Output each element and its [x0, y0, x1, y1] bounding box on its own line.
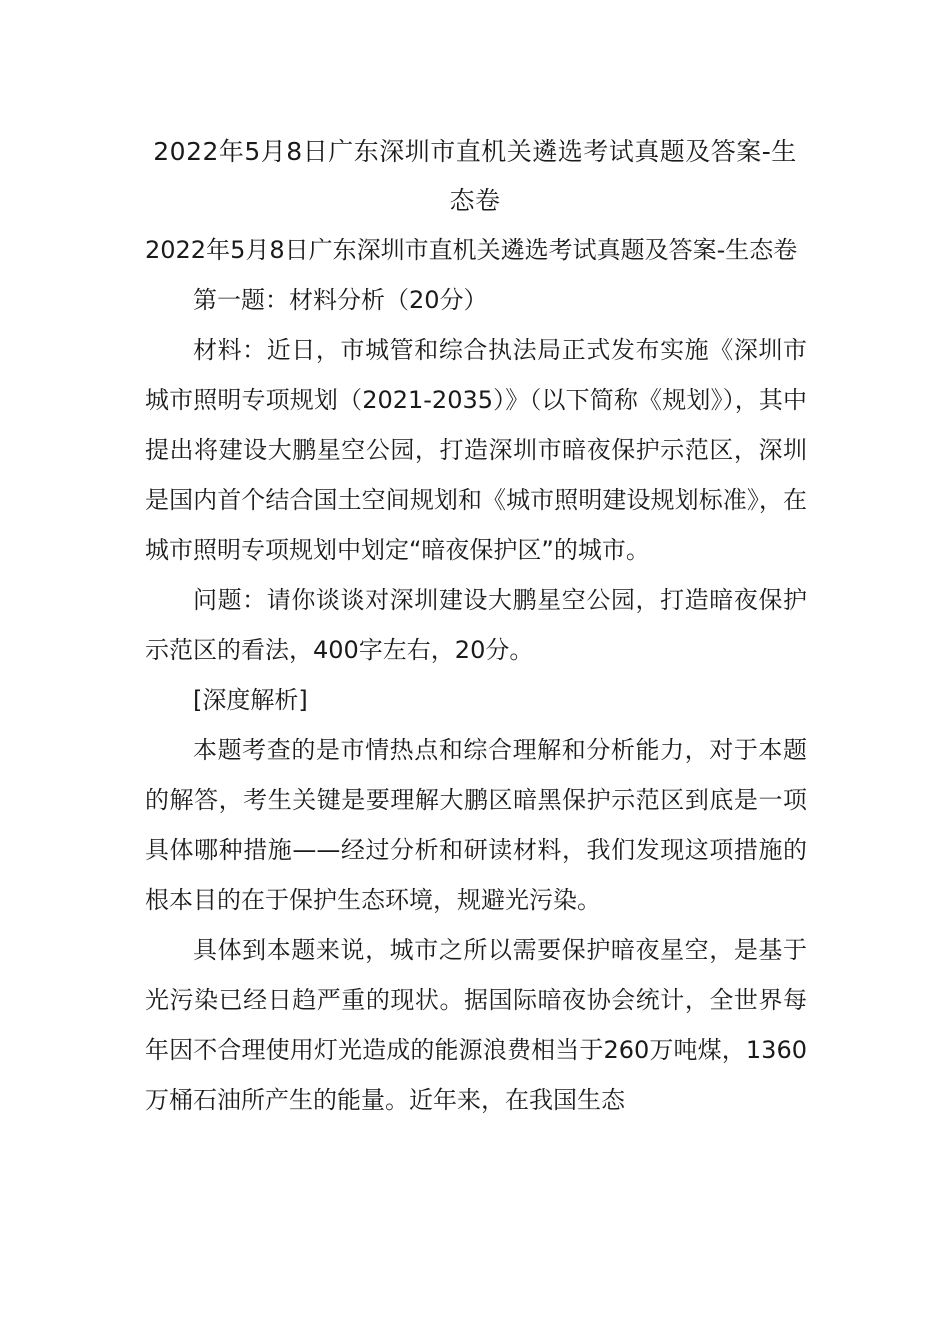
material-paragraph: 材料：近日，市城管和综合执法局正式发布实施《深圳市城市照明专项规划（2021-2035）》（以下简称《规划》），其中提出将建设大鹏星空公园，打造深圳市暗夜保护示范区，深圳是国内首个结合国土空间规划和《城市照明建设规划标准》，在城市照明专项规划中划定“暗夜保护区”的城市。 [145, 336, 807, 564]
question-heading: 第一题：材料分析（20分） [193, 286, 488, 314]
document-title: 2022年5月8日广东深圳市直机关遴选考试真题及答案-生态卷 [153, 137, 797, 215]
question-paragraph: 问题：请你谈谈对深圳建设大鹏星空公园，打造暗夜保护示范区的看法，400字左右，20分。 [145, 586, 807, 664]
document-body [145, 225, 807, 1125]
title-repeat: 2022年5月8日广东深圳市直机关遴选考试真题及答案-生态卷 [145, 236, 798, 264]
analysis-paragraph-2: 具体到本题来说，城市之所以需要保护暗夜星空，是基于光污染已经日趋严重的现状。据国际暗夜协会统计，全世界每年因不合理使用灯光造成的能源浪费相当于260万吨煤，1360万桶石油所产生的能量。近年来，在我国生态 [145, 936, 807, 1114]
analysis-paragraph-1: 本题考查的是市情热点和综合理解和分析能力，对于本题的解答，考生关键是要理解大鹏区暗黑保护示范区到底是一项具体哪种措施——经过分析和研读材料，我们发现这项措施的根本目的在于保护生态环境，规避光污染。 [145, 736, 807, 914]
analysis-label: [深度解析] [193, 686, 308, 714]
